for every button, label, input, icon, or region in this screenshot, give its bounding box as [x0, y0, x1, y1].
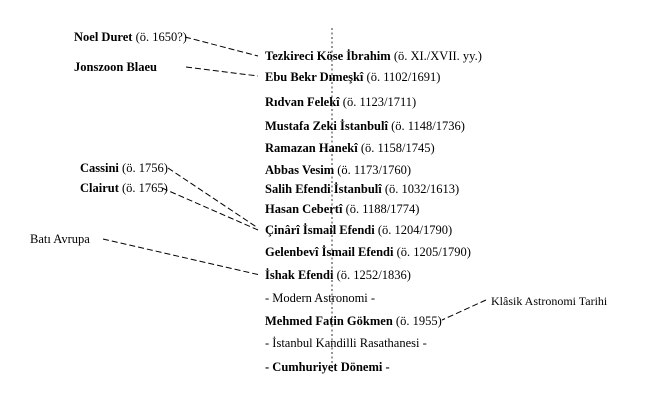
chain-label-modern-astronomi: - Modern Astronomi -: [265, 291, 376, 305]
chain-node-ishak: İshak Efendi (ö. 1252/1836): [265, 268, 411, 282]
chain-node-fatin-gokmen: Mehmed Fatin Gökmen (ö. 1955): [265, 314, 442, 328]
link-noel-duret: [185, 37, 258, 56]
chain-node-hasan-ceberti: Hasan Cebertî (ö. 1188/1774): [265, 202, 420, 216]
chain-node-ramazan: Ramazan Hanekî (ö. 1158/1745): [265, 141, 435, 155]
source-cassini: Cassini (ö. 1756): [80, 161, 168, 175]
link-cassini: [168, 168, 258, 228]
source-clairut: Clairut (ö. 1765): [80, 181, 168, 195]
chain-node-mustafa-zeki: Mustafa Zeki İstanbulî (ö. 1148/1736): [265, 119, 465, 133]
link-clairut: [162, 188, 258, 230]
chain-node-abbas-vesim: Abbas Vesim (ö. 1173/1760): [265, 163, 412, 177]
source-jonszoon-blaeu: Jonszoon Blaeu: [74, 60, 158, 74]
chain-node-cinari: Çinârî İsmail Efendi (ö. 1204/1790): [265, 223, 453, 237]
chain-node-tezkireci: Tezkireci Köse İbrahim (ö. XI./XVII. yy.): [265, 49, 482, 63]
chain-label-cumhuriyet: - Cumhuriyet Dönemi -: [265, 360, 390, 374]
source-noel-duret: Noel Duret (ö. 1650?): [74, 30, 187, 44]
chain-node-ebu-bekr: Ebu Bekr Dımeşkî (ö. 1102/1691): [265, 70, 441, 84]
chain-node-salih-efendi: Salih Efendi İstanbulî (ö. 1032/1613): [265, 182, 460, 196]
right-label-klasik-astronomi: Klâsik Astronomi Tarihi: [491, 294, 608, 308]
chain-node-ridvan: Rıdvan Felekî (ö. 1123/1711): [265, 95, 417, 109]
link-jonszoon-blaeu: [186, 67, 258, 76]
chain-label-kandilli: - İstanbul Kandilli Rasathanesi -: [265, 336, 427, 350]
link-bati-avrupa: [103, 239, 260, 275]
source-bati-avrupa: Batı Avrupa: [30, 232, 90, 246]
link-klasik-astronomi: [442, 300, 486, 320]
chain-node-gelenbevi: Gelenbevî İsmail Efendi (ö. 1205/1790): [265, 245, 471, 259]
